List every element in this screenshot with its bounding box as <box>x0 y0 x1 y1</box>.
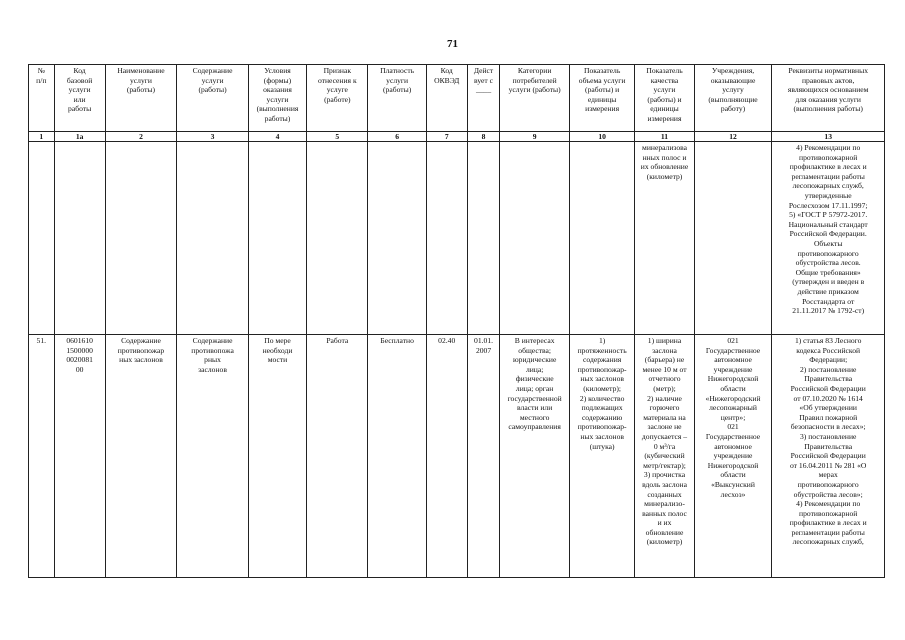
legal-acts-cell: 1) статья 83 Лесного кодекса Российской Федерации; 2) постановление Правительства Российской Федерации от 07.10.2020 № 1614 «Об утверждении Правил пожарной безопасности в лесах»; 3) постановление Правительства Российской Федерации от 16.04.2011 № 281 «О мерах противопожарного обустройства лесов»; 4) Рекомендации по противопожарной профилактике в лесах и регламентации работы лесопожарных служб, <box>772 335 885 578</box>
column-number: 11 <box>635 132 694 142</box>
service-conditions-cell: По мере необходи мости <box>248 335 306 578</box>
empty-cell <box>105 142 177 335</box>
header-cell-code: Код базовой услуги или работы <box>54 65 105 132</box>
header-cell-consumers: Категории потребителей услуги (работы) <box>500 65 570 132</box>
column-number: 4 <box>248 132 306 142</box>
empty-cell <box>467 142 500 335</box>
header-cell-okved: Код ОКВЭД <box>426 65 467 132</box>
header-cell-payment: Платность услуги (работы) <box>368 65 426 132</box>
header-cell-conditions: Условия (формы) оказания услуги (выполнения работы) <box>248 65 306 132</box>
service-content-cell: Содержание противопожа рных заслонов <box>177 335 249 578</box>
row-number-cell: 51. <box>29 335 55 578</box>
table-row-51 <box>29 335 885 578</box>
header-cell-institutions: Учреждения, оказывающие услугу (выполняющие работу) <box>694 65 772 132</box>
header-cell-legal-acts: Реквизиты нормативных правовых актов, являющихся основанием для оказания услуги (выполнения работы) <box>772 65 885 132</box>
empty-cell <box>569 142 634 335</box>
legal-acts-cell: 4) Рекомендации по противопожарной профилактике в лесах и регламентации работы лесопожарных служб, утвержденные Рослесхозом 17.11.1997; 5) «ГОСТ Р 57972-2017. Национальный стандарт Российской Федерации. Объекты противопожарного обустройства лесов. Общие требования» (утвержден и введен в действие приказом Росстандарта от 21.11.2017 № 1792-ст) <box>772 142 885 335</box>
header-cell-quality: Показатель качества услуги (работы) и единицы измерения <box>635 65 694 132</box>
column-number: 10 <box>569 132 634 142</box>
column-number: 13 <box>772 132 885 142</box>
column-number: 6 <box>368 132 426 142</box>
volume-indicator-cell: 1) протяженность содержания противопожар- ных заслонов (километр); 2) количество подлежащих содержанию противопожар- ных заслонов (штука) <box>569 335 634 578</box>
service-payment-cell: Бесплатно <box>368 335 426 578</box>
empty-cell <box>307 142 368 335</box>
column-number: 1а <box>54 132 105 142</box>
column-number: 2 <box>105 132 177 142</box>
empty-cell <box>500 142 570 335</box>
header-cell-num: № п/п <box>29 65 55 132</box>
service-code-cell: 0601610 1500000 0020081 00 <box>54 335 105 578</box>
institutions-cell: 021 Государственное автономное учреждение Нижегородской области «Нижегородский лесопожарный центр»; 021 Государственное автономное учреждение Нижегородской области «Выксунский лесхоз» <box>694 335 772 578</box>
okved-code-cell: 02.40 <box>426 335 467 578</box>
table-header-row <box>29 65 885 132</box>
column-number: 9 <box>500 132 570 142</box>
service-attribute-cell: Работа <box>307 335 368 578</box>
empty-cell <box>177 142 249 335</box>
service-name-cell: Содержание противопожар ных заслонов <box>105 335 177 578</box>
empty-cell <box>29 142 55 335</box>
column-number-row <box>29 132 885 142</box>
table-row-continuation <box>29 142 885 335</box>
valid-from-cell: 01.01. 2007 <box>467 335 500 578</box>
quality-indicator-cell: минерализова нных полос и их обновление (километр) <box>635 142 694 335</box>
page-number: 71 <box>447 38 458 50</box>
header-cell-attribute: Признак отнесения к услуге (работе) <box>307 65 368 132</box>
header-cell-valid-from: Дейст вует с ____ <box>467 65 500 132</box>
empty-cell <box>248 142 306 335</box>
empty-cell <box>694 142 772 335</box>
services-registry-table <box>28 64 885 578</box>
header-cell-volume: Показатель объема услуги (работы) и единицы измерения <box>569 65 634 132</box>
empty-cell <box>54 142 105 335</box>
consumer-categories-cell: В интересах общества; юридические лица; физические лица; орган государственной власти или местного самоуправления <box>500 335 570 578</box>
column-number: 5 <box>307 132 368 142</box>
header-cell-content: Содержание услуги (работы) <box>177 65 249 132</box>
column-number: 3 <box>177 132 249 142</box>
empty-cell <box>368 142 426 335</box>
empty-cell <box>426 142 467 335</box>
header-cell-name: Наименование услуги (работы) <box>105 65 177 132</box>
quality-indicator-cell: 1) ширина заслона (барьера) не менее 10 м от отчетного (метр); 2) наличие горючего материала на заслоне не допускается – 0 м³/га (кубический метр/гектар); 3) прочистка вдоль заслона созданных минерализо- ванных полос и их обновление (километр) <box>635 335 694 578</box>
column-number: 8 <box>467 132 500 142</box>
column-number: 7 <box>426 132 467 142</box>
column-number: 12 <box>694 132 772 142</box>
column-number: 1 <box>29 132 55 142</box>
